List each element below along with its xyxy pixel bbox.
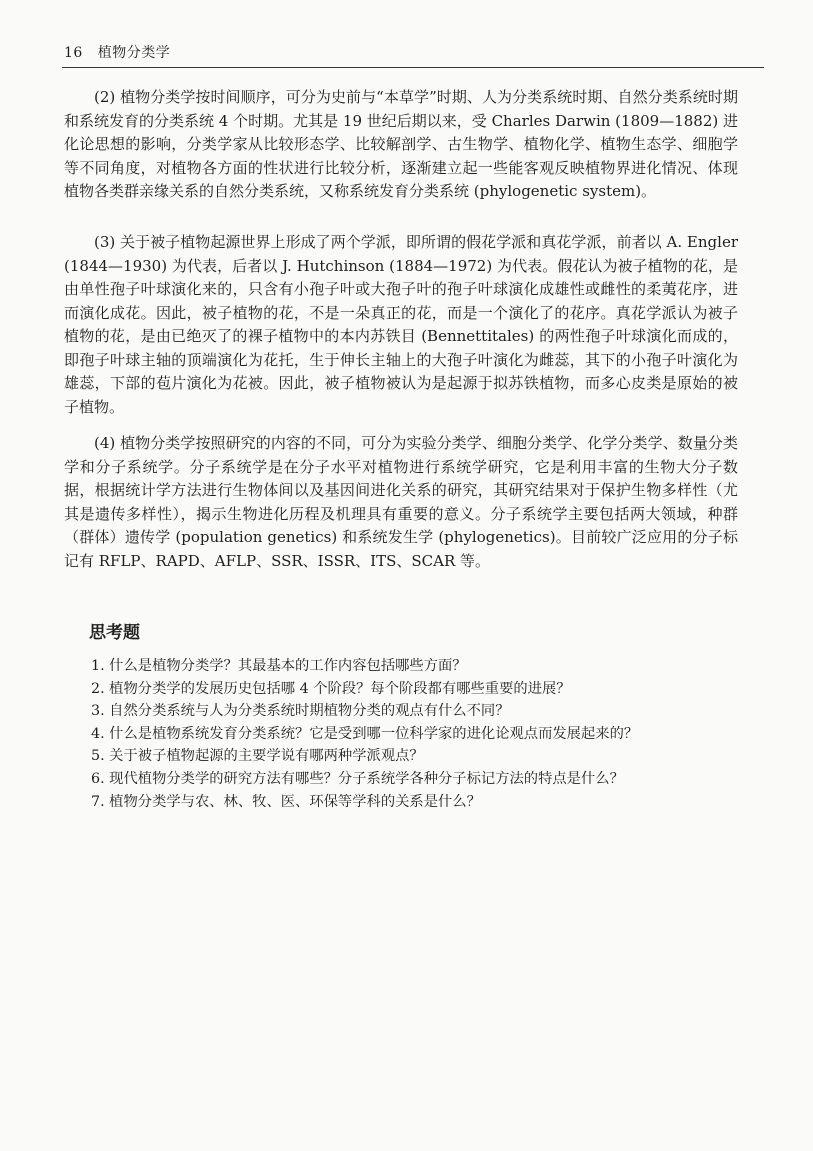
paragraph-3: (3) 关于被子植物起源世界上形成了两个学派，即所谓的假花学派和真花学派，前者以 A. Engler (1844—1930) 为代表，后者以 J. Hutchinson (1884—1972) 为代表。假花认为被子植物的花，是由单性孢子叶球演化来的，只含有小孢子叶或大孢子叶的孢子叶球演化成雄性或雌性的柔荑花序，进而演化成花。因此，被子植物的花，不是一朵真正的花，而是一个演化了的花序。真花学派认为被子植物的花，是由已绝灭了的裸子植物中的本内苏铁目 (Bennettitales) 的两性孢子叶球演化而成的，即孢子叶球主轴的顶端演化为花托，生于伸长主轴上的大孢子叶演化为雌蕊，其下的小孢子叶演化为雄蕊，下部的苞片演化为花被。因此，被子植物被认为是起源于拟苏铁植物，而多心皮类是原始的被子植物。 bbox=[64, 233, 738, 416]
header-rule bbox=[62, 67, 764, 68]
running-header bbox=[64, 42, 764, 62]
list-item: 7. 植物分类学与农、林、牧、医、环保等学科的关系是什么？ bbox=[91, 793, 481, 810]
book-title: 植物分类学 bbox=[97, 45, 171, 61]
list-item: 3. 自然分类系统与人为分类系统时期植物分类的观点有什么不同？ bbox=[91, 703, 510, 720]
page-number: 16 bbox=[64, 45, 83, 61]
question-list bbox=[91, 655, 751, 813]
list-item: 4. 什么是植物系统发育分类系统？它是受到哪一位科学家的进化论观点而发展起来的？ bbox=[91, 725, 639, 742]
list-item: 5. 关于被子植物起源的主要学说有哪两种学派观点？ bbox=[91, 748, 424, 765]
paragraph-2: (2) 植物分类学按时间顺序，可分为史前与“本草学”时期、人为分类系统时期、自然分类系统时期和系统发育的分类系统 4 个时期。尤其是 19 世纪后期以来，受 Charles Darwin (1809—1882) 进化论思想的影响，分类学家从比较形态学、比较解剖学、古生物学、植物化学、植物生态学、细胞学等不同角度，对植物各方面的性状进行比较分析，逐渐建立起一些能客观反映植物界进化情况、体现植物各类群亲缘关系的自然分类系统，又称系统发育分类系统 (phylogenetic system)。 bbox=[64, 88, 738, 200]
list-item: 6. 现代植物分类学的研究方法有哪些？分子系统学各种分子标记方法的特点是什么？ bbox=[91, 770, 624, 787]
paragraph-4: (4) 植物分类学按照研究的内容的不同，可分为实验分类学、细胞分类学、化学分类学、数量分类学和分子系统学。分子系统学是在分子水平对植物进行系统学研究，它是利用丰富的生物大分子数据，根据统计学方法进行生物体间以及基因间进化关系的研究，其研究结果对于保护生物多样性（尤其是遗传多样性），揭示生物进化历程及机理具有重要的意义。分子系统学主要包括两大领域，种群（群体）遗传学 (population genetics) 和系统发生学 (phylogenetics)。目前较广泛应用的分子标记有 RFLP、RAPD、AFLP、SSR、ISSR、ITS、SCAR 等。 bbox=[64, 434, 738, 570]
section-title: 思考题 bbox=[89, 623, 140, 643]
list-item: 2. 植物分类学的发展历史包括哪 4 个阶段？每个阶段都有哪些重要的进展？ bbox=[91, 680, 571, 697]
list-item: 1. 什么是植物分类学？其最基本的工作内容包括哪些方面？ bbox=[91, 658, 467, 674]
